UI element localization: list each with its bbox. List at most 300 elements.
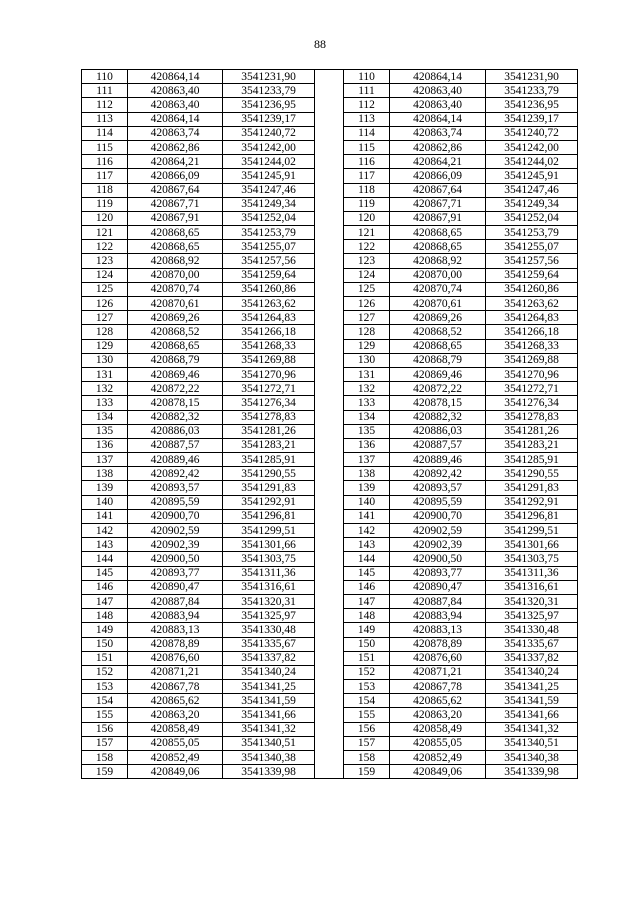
- table-body: [82, 70, 578, 779]
- column-gap: [315, 467, 344, 481]
- y-coordinate-cell: 3541240,72: [223, 126, 315, 140]
- point-number-cell: 154: [344, 694, 390, 708]
- y-coordinate-cell: 3541272,71: [486, 382, 578, 396]
- point-number-cell: 157: [82, 736, 128, 750]
- y-coordinate-cell: 3541296,81: [486, 509, 578, 523]
- x-coordinate-cell: 420863,74: [128, 126, 223, 140]
- y-coordinate-cell: 3541270,96: [486, 367, 578, 381]
- column-gap: [315, 708, 344, 722]
- point-number-cell: 113: [82, 112, 128, 126]
- y-coordinate-cell: 3541335,67: [486, 637, 578, 651]
- y-coordinate-cell: 3541291,83: [486, 481, 578, 495]
- column-gap: [315, 98, 344, 112]
- y-coordinate-cell: 3541339,98: [223, 765, 315, 779]
- x-coordinate-cell: 420868,65: [128, 339, 223, 353]
- x-coordinate-cell: 420864,21: [128, 155, 223, 169]
- y-coordinate-cell: 3541341,59: [223, 694, 315, 708]
- y-coordinate-cell: 3541320,31: [486, 594, 578, 608]
- column-gap: [315, 623, 344, 637]
- y-coordinate-cell: 3541301,66: [486, 538, 578, 552]
- x-coordinate-cell: 420870,74: [128, 282, 223, 296]
- x-coordinate-cell: 420887,57: [390, 438, 486, 452]
- table-row: [82, 424, 578, 438]
- y-coordinate-cell: 3541337,82: [486, 651, 578, 665]
- x-coordinate-cell: 420893,77: [390, 566, 486, 580]
- point-number-cell: 133: [82, 396, 128, 410]
- point-number-cell: 123: [82, 254, 128, 268]
- x-coordinate-cell: 420866,09: [390, 169, 486, 183]
- y-coordinate-cell: 3541290,55: [223, 467, 315, 481]
- column-gap: [315, 169, 344, 183]
- x-coordinate-cell: 420890,47: [390, 580, 486, 594]
- x-coordinate-cell: 420902,59: [128, 524, 223, 538]
- point-number-cell: 144: [82, 552, 128, 566]
- y-coordinate-cell: 3541335,67: [223, 637, 315, 651]
- column-gap: [315, 339, 344, 353]
- x-coordinate-cell: 420849,06: [390, 765, 486, 779]
- y-coordinate-cell: 3541247,46: [486, 183, 578, 197]
- table-row: [82, 736, 578, 750]
- point-number-cell: 151: [82, 651, 128, 665]
- point-number-cell: 138: [344, 467, 390, 481]
- y-coordinate-cell: 3541281,26: [486, 424, 578, 438]
- point-number-cell: 110: [82, 70, 128, 84]
- table-row: [82, 722, 578, 736]
- table-row: [82, 438, 578, 452]
- column-gap: [315, 538, 344, 552]
- y-coordinate-cell: 3541341,25: [486, 680, 578, 694]
- x-coordinate-cell: 420883,94: [128, 609, 223, 623]
- x-coordinate-cell: 420868,65: [390, 339, 486, 353]
- y-coordinate-cell: 3541330,48: [223, 623, 315, 637]
- point-number-cell: 138: [82, 467, 128, 481]
- x-coordinate-cell: 420865,62: [390, 694, 486, 708]
- y-coordinate-cell: 3541341,32: [223, 722, 315, 736]
- table-row: [82, 396, 578, 410]
- table-row: [82, 155, 578, 169]
- x-coordinate-cell: 420893,57: [390, 481, 486, 495]
- y-coordinate-cell: 3541233,79: [223, 84, 315, 98]
- point-number-cell: 153: [82, 680, 128, 694]
- x-coordinate-cell: 420868,52: [390, 325, 486, 339]
- y-coordinate-cell: 3541340,24: [223, 665, 315, 679]
- point-number-cell: 159: [344, 765, 390, 779]
- x-coordinate-cell: 420870,00: [390, 268, 486, 282]
- column-gap: [315, 680, 344, 694]
- y-coordinate-cell: 3541278,83: [223, 410, 315, 424]
- point-number-cell: 140: [344, 495, 390, 509]
- y-coordinate-cell: 3541245,91: [223, 169, 315, 183]
- point-number-cell: 159: [82, 765, 128, 779]
- y-coordinate-cell: 3541311,36: [486, 566, 578, 580]
- x-coordinate-cell: 420887,84: [128, 594, 223, 608]
- point-number-cell: 145: [344, 566, 390, 580]
- column-gap: [315, 765, 344, 779]
- y-coordinate-cell: 3541272,71: [223, 382, 315, 396]
- point-number-cell: 126: [82, 297, 128, 311]
- table-row: [82, 566, 578, 580]
- y-coordinate-cell: 3541292,91: [486, 495, 578, 509]
- point-number-cell: 120: [82, 211, 128, 225]
- y-coordinate-cell: 3541242,00: [223, 140, 315, 154]
- x-coordinate-cell: 420900,50: [390, 552, 486, 566]
- x-coordinate-cell: 420863,20: [128, 708, 223, 722]
- y-coordinate-cell: 3541281,26: [223, 424, 315, 438]
- x-coordinate-cell: 420867,71: [390, 197, 486, 211]
- table-row: [82, 325, 578, 339]
- point-number-cell: 117: [82, 169, 128, 183]
- y-coordinate-cell: 3541283,21: [486, 438, 578, 452]
- point-number-cell: 133: [344, 396, 390, 410]
- point-number-cell: 118: [82, 183, 128, 197]
- table-row: [82, 339, 578, 353]
- x-coordinate-cell: 420869,26: [390, 311, 486, 325]
- table-row: [82, 552, 578, 566]
- point-number-cell: 135: [344, 424, 390, 438]
- table-row: [82, 751, 578, 765]
- point-number-cell: 158: [82, 751, 128, 765]
- y-coordinate-cell: 3541303,75: [223, 552, 315, 566]
- point-number-cell: 116: [82, 155, 128, 169]
- x-coordinate-cell: 420858,49: [390, 722, 486, 736]
- point-number-cell: 113: [344, 112, 390, 126]
- point-number-cell: 149: [82, 623, 128, 637]
- x-coordinate-cell: 420867,91: [390, 211, 486, 225]
- point-number-cell: 144: [344, 552, 390, 566]
- x-coordinate-cell: 420893,57: [128, 481, 223, 495]
- table-row: [82, 226, 578, 240]
- point-number-cell: 148: [82, 609, 128, 623]
- point-number-cell: 111: [82, 84, 128, 98]
- point-number-cell: 156: [82, 722, 128, 736]
- x-coordinate-cell: 420868,79: [128, 353, 223, 367]
- table-row: [82, 84, 578, 98]
- x-coordinate-cell: 420889,46: [390, 453, 486, 467]
- point-number-cell: 158: [344, 751, 390, 765]
- column-gap: [315, 211, 344, 225]
- y-coordinate-cell: 3541283,21: [223, 438, 315, 452]
- y-coordinate-cell: 3541236,95: [486, 98, 578, 112]
- y-coordinate-cell: 3541244,02: [223, 155, 315, 169]
- point-number-cell: 147: [82, 594, 128, 608]
- x-coordinate-cell: 420902,59: [390, 524, 486, 538]
- column-gap: [315, 552, 344, 566]
- point-number-cell: 129: [344, 339, 390, 353]
- table-row: [82, 538, 578, 552]
- y-coordinate-cell: 3541239,17: [486, 112, 578, 126]
- table-row: [82, 481, 578, 495]
- column-gap: [315, 722, 344, 736]
- point-number-cell: 125: [82, 282, 128, 296]
- column-gap: [315, 226, 344, 240]
- table-row: [82, 297, 578, 311]
- table-row: [82, 197, 578, 211]
- point-number-cell: 124: [344, 268, 390, 282]
- point-number-cell: 125: [344, 282, 390, 296]
- point-number-cell: 137: [82, 453, 128, 467]
- y-coordinate-cell: 3541249,34: [486, 197, 578, 211]
- x-coordinate-cell: 420863,40: [128, 98, 223, 112]
- y-coordinate-cell: 3541257,56: [486, 254, 578, 268]
- table-row: [82, 126, 578, 140]
- column-gap: [315, 694, 344, 708]
- y-coordinate-cell: 3541301,66: [223, 538, 315, 552]
- x-coordinate-cell: 420872,22: [390, 382, 486, 396]
- table-row: [82, 637, 578, 651]
- x-coordinate-cell: 420867,64: [390, 183, 486, 197]
- table-row: [82, 183, 578, 197]
- x-coordinate-cell: 420852,49: [128, 751, 223, 765]
- point-number-cell: 153: [344, 680, 390, 694]
- point-number-cell: 121: [344, 226, 390, 240]
- column-gap: [315, 651, 344, 665]
- y-coordinate-cell: 3541340,38: [223, 751, 315, 765]
- y-coordinate-cell: 3541340,24: [486, 665, 578, 679]
- column-gap: [315, 297, 344, 311]
- x-coordinate-cell: 420902,39: [128, 538, 223, 552]
- point-number-cell: 134: [344, 410, 390, 424]
- table-row: [82, 694, 578, 708]
- point-number-cell: 130: [344, 353, 390, 367]
- x-coordinate-cell: 420864,21: [390, 155, 486, 169]
- y-coordinate-cell: 3541291,83: [223, 481, 315, 495]
- point-number-cell: 149: [344, 623, 390, 637]
- table-row: [82, 211, 578, 225]
- point-number-cell: 122: [344, 240, 390, 254]
- x-coordinate-cell: 420870,74: [390, 282, 486, 296]
- y-coordinate-cell: 3541285,91: [486, 453, 578, 467]
- x-coordinate-cell: 420868,65: [390, 240, 486, 254]
- table-row: [82, 467, 578, 481]
- y-coordinate-cell: 3541255,07: [486, 240, 578, 254]
- x-coordinate-cell: 420849,06: [128, 765, 223, 779]
- x-coordinate-cell: 420870,61: [128, 297, 223, 311]
- x-coordinate-cell: 420878,15: [390, 396, 486, 410]
- x-coordinate-cell: 420863,40: [128, 84, 223, 98]
- y-coordinate-cell: 3541268,33: [486, 339, 578, 353]
- y-coordinate-cell: 3541240,72: [486, 126, 578, 140]
- table-row: [82, 70, 578, 84]
- column-gap: [315, 254, 344, 268]
- x-coordinate-cell: 420864,14: [128, 112, 223, 126]
- point-number-cell: 155: [344, 708, 390, 722]
- table-row: [82, 254, 578, 268]
- y-coordinate-cell: 3541259,64: [486, 268, 578, 282]
- x-coordinate-cell: 420870,00: [128, 268, 223, 282]
- point-number-cell: 151: [344, 651, 390, 665]
- x-coordinate-cell: 420887,57: [128, 438, 223, 452]
- y-coordinate-cell: 3541253,79: [223, 226, 315, 240]
- y-coordinate-cell: 3541266,18: [486, 325, 578, 339]
- x-coordinate-cell: 420868,92: [390, 254, 486, 268]
- y-coordinate-cell: 3541249,34: [223, 197, 315, 211]
- x-coordinate-cell: 420878,89: [128, 637, 223, 651]
- table-row: [82, 268, 578, 282]
- y-coordinate-cell: 3541236,95: [223, 98, 315, 112]
- point-number-cell: 154: [82, 694, 128, 708]
- point-number-cell: 134: [82, 410, 128, 424]
- x-coordinate-cell: 420864,14: [390, 112, 486, 126]
- point-number-cell: 130: [82, 353, 128, 367]
- x-coordinate-cell: 420872,22: [128, 382, 223, 396]
- y-coordinate-cell: 3541270,96: [223, 367, 315, 381]
- x-coordinate-cell: 420882,32: [390, 410, 486, 424]
- point-number-cell: 150: [82, 637, 128, 651]
- table-row: [82, 509, 578, 523]
- column-gap: [315, 580, 344, 594]
- page-number: 88: [314, 37, 326, 51]
- y-coordinate-cell: 3541269,88: [486, 353, 578, 367]
- point-number-cell: 139: [82, 481, 128, 495]
- point-number-cell: 127: [344, 311, 390, 325]
- y-coordinate-cell: 3541259,64: [223, 268, 315, 282]
- point-number-cell: 120: [344, 211, 390, 225]
- x-coordinate-cell: 420863,74: [390, 126, 486, 140]
- x-coordinate-cell: 420863,20: [390, 708, 486, 722]
- x-coordinate-cell: 420863,40: [390, 84, 486, 98]
- x-coordinate-cell: 420867,64: [128, 183, 223, 197]
- column-gap: [315, 665, 344, 679]
- point-number-cell: 141: [82, 509, 128, 523]
- x-coordinate-cell: 420900,70: [390, 509, 486, 523]
- y-coordinate-cell: 3541247,46: [223, 183, 315, 197]
- point-number-cell: 115: [344, 140, 390, 154]
- x-coordinate-cell: 420867,78: [128, 680, 223, 694]
- point-number-cell: 131: [82, 367, 128, 381]
- x-coordinate-cell: 420895,59: [128, 495, 223, 509]
- column-gap: [315, 410, 344, 424]
- x-coordinate-cell: 420892,42: [390, 467, 486, 481]
- y-coordinate-cell: 3541268,33: [223, 339, 315, 353]
- y-coordinate-cell: 3541264,83: [486, 311, 578, 325]
- y-coordinate-cell: 3541340,51: [223, 736, 315, 750]
- column-gap: [315, 751, 344, 765]
- y-coordinate-cell: 3541264,83: [223, 311, 315, 325]
- column-gap: [315, 396, 344, 410]
- x-coordinate-cell: 420866,09: [128, 169, 223, 183]
- x-coordinate-cell: 420895,59: [390, 495, 486, 509]
- point-number-cell: 142: [344, 524, 390, 538]
- column-gap: [315, 367, 344, 381]
- y-coordinate-cell: 3541316,61: [486, 580, 578, 594]
- y-coordinate-cell: 3541340,51: [486, 736, 578, 750]
- column-gap: [315, 70, 344, 84]
- x-coordinate-cell: 420900,70: [128, 509, 223, 523]
- x-coordinate-cell: 420890,47: [128, 580, 223, 594]
- point-number-cell: 114: [344, 126, 390, 140]
- point-number-cell: 119: [344, 197, 390, 211]
- y-coordinate-cell: 3541263,62: [486, 297, 578, 311]
- y-coordinate-cell: 3541290,55: [486, 467, 578, 481]
- x-coordinate-cell: 420869,46: [128, 367, 223, 381]
- x-coordinate-cell: 420893,77: [128, 566, 223, 580]
- table-row: [82, 112, 578, 126]
- x-coordinate-cell: 420864,14: [390, 70, 486, 84]
- y-coordinate-cell: 3541253,79: [486, 226, 578, 240]
- point-number-cell: 123: [344, 254, 390, 268]
- y-coordinate-cell: 3541325,97: [486, 609, 578, 623]
- point-number-cell: 136: [82, 438, 128, 452]
- y-coordinate-cell: 3541260,86: [223, 282, 315, 296]
- point-number-cell: 143: [344, 538, 390, 552]
- table-row: [82, 98, 578, 112]
- column-gap: [315, 282, 344, 296]
- point-number-cell: 119: [82, 197, 128, 211]
- point-number-cell: 136: [344, 438, 390, 452]
- point-number-cell: 141: [344, 509, 390, 523]
- table-row: [82, 410, 578, 424]
- column-gap: [315, 325, 344, 339]
- x-coordinate-cell: 420855,05: [128, 736, 223, 750]
- x-coordinate-cell: 420868,92: [128, 254, 223, 268]
- point-number-cell: 124: [82, 268, 128, 282]
- point-number-cell: 131: [344, 367, 390, 381]
- y-coordinate-cell: 3541242,00: [486, 140, 578, 154]
- x-coordinate-cell: 420858,49: [128, 722, 223, 736]
- table-row: [82, 140, 578, 154]
- table-row: [82, 169, 578, 183]
- point-number-cell: 143: [82, 538, 128, 552]
- x-coordinate-cell: 420878,15: [128, 396, 223, 410]
- table-row: [82, 680, 578, 694]
- point-number-cell: 137: [344, 453, 390, 467]
- column-gap: [315, 566, 344, 580]
- x-coordinate-cell: 420868,52: [128, 325, 223, 339]
- column-gap: [315, 240, 344, 254]
- table-row: [82, 623, 578, 637]
- x-coordinate-cell: 420883,13: [390, 623, 486, 637]
- y-coordinate-cell: 3541299,51: [223, 524, 315, 538]
- point-number-cell: 128: [82, 325, 128, 339]
- table-row: [82, 353, 578, 367]
- point-number-cell: 146: [82, 580, 128, 594]
- table-row: [82, 651, 578, 665]
- column-gap: [315, 509, 344, 523]
- table-row: [82, 594, 578, 608]
- y-coordinate-cell: 3541341,59: [486, 694, 578, 708]
- table-row: [82, 453, 578, 467]
- y-coordinate-cell: 3541278,83: [486, 410, 578, 424]
- y-coordinate-cell: 3541303,75: [486, 552, 578, 566]
- point-number-cell: 111: [344, 84, 390, 98]
- point-number-cell: 145: [82, 566, 128, 580]
- point-number-cell: 152: [344, 665, 390, 679]
- x-coordinate-cell: 420870,61: [390, 297, 486, 311]
- point-number-cell: 116: [344, 155, 390, 169]
- y-coordinate-cell: 3541266,18: [223, 325, 315, 339]
- table-row: [82, 765, 578, 779]
- y-coordinate-cell: 3541316,61: [223, 580, 315, 594]
- coordinate-table: [81, 69, 578, 779]
- point-number-cell: 114: [82, 126, 128, 140]
- y-coordinate-cell: 3541276,34: [223, 396, 315, 410]
- y-coordinate-cell: 3541325,97: [223, 609, 315, 623]
- table-row: [82, 282, 578, 296]
- x-coordinate-cell: 420862,86: [128, 140, 223, 154]
- column-gap: [315, 140, 344, 154]
- point-number-cell: 156: [344, 722, 390, 736]
- x-coordinate-cell: 420865,62: [128, 694, 223, 708]
- y-coordinate-cell: 3541231,90: [223, 70, 315, 84]
- point-number-cell: 147: [344, 594, 390, 608]
- point-number-cell: 112: [344, 98, 390, 112]
- y-coordinate-cell: 3541299,51: [486, 524, 578, 538]
- x-coordinate-cell: 420882,32: [128, 410, 223, 424]
- point-number-cell: 129: [82, 339, 128, 353]
- x-coordinate-cell: 420900,50: [128, 552, 223, 566]
- y-coordinate-cell: 3541245,91: [486, 169, 578, 183]
- y-coordinate-cell: 3541320,31: [223, 594, 315, 608]
